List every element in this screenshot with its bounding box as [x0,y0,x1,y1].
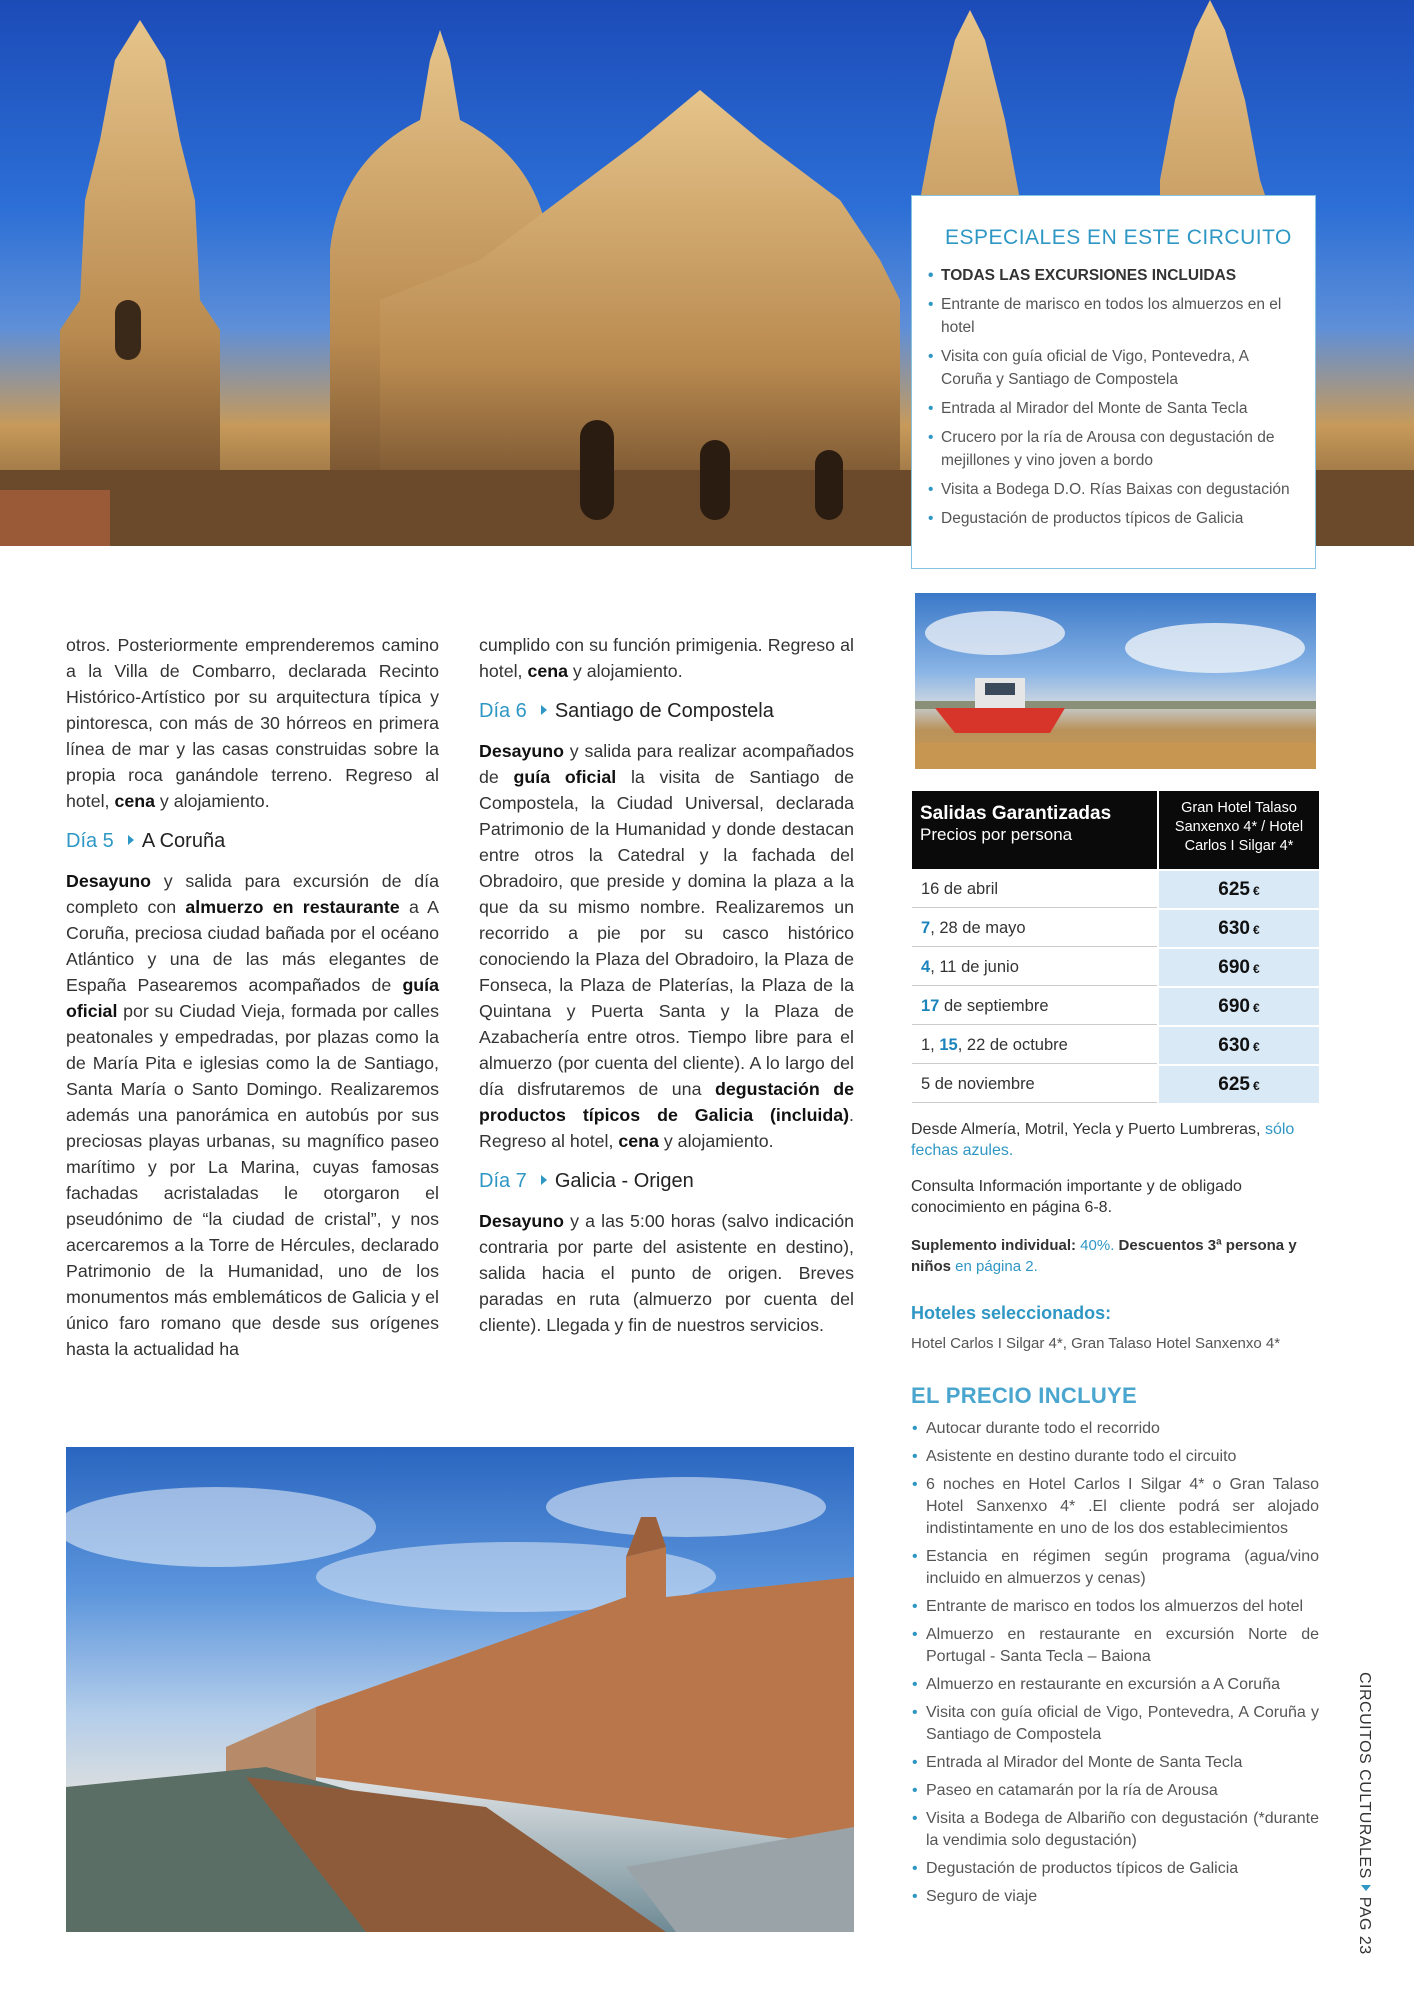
castle-photo [66,1447,854,1932]
column-1 [66,632,439,1362]
table-row [912,1066,1319,1103]
currency: € [1253,884,1260,898]
date-cell [912,910,1157,947]
blue-date: 7 [921,919,931,937]
list-item: • TODAS LAS EXCURSIONES INCLUIDAS [928,264,1299,287]
paragraph-end-day-5 [479,632,854,684]
boat-photo [915,593,1316,769]
table-header [912,791,1319,869]
text: cumplido con su función primigenia. Regreso al hotel, [479,635,854,681]
paragraph-intro [66,632,439,814]
date-cell [912,1027,1157,1064]
blue-date: 4 [921,958,931,976]
list-item: • Almuerzo en restaurante en excursión a A Coruña [911,1674,1319,1696]
price-table [912,791,1319,1103]
date-cell [912,871,1157,908]
column-2 [479,632,854,1338]
supplement-note [911,1235,1319,1277]
header-subtitle: Precios por persona [920,825,1073,844]
arrow-right-icon [128,835,134,845]
text: y alojamiento. [567,661,683,681]
arrow-right-icon [1361,1885,1371,1891]
header-departures [912,791,1157,869]
bold-text: Desayuno [479,1211,564,1231]
price-value: 630 [1218,918,1250,939]
day-label: Día 5 [66,830,114,852]
price-cell [1159,1027,1319,1064]
day-title: Santiago de Compostela [554,700,774,722]
specials-box [911,195,1316,569]
list-item: • Paseo en catamarán por la ría de Arousa [911,1780,1319,1802]
list-item: • Entrada al Mirador del Monte de Santa Tecla [928,397,1299,420]
arrow-right-icon [541,705,547,715]
list-item: • Entrada al Mirador del Monte de Santa Tecla [911,1752,1319,1774]
departure-note [911,1119,1319,1161]
bold-text: almuerzo en restaurante [185,897,400,917]
blue-text: sólo fechas azules. [911,1121,1295,1159]
price-cell [1159,910,1319,947]
price-includes-title: EL PRECIO INCLUYE [911,1383,1137,1408]
price-value: 630 [1218,1035,1250,1056]
boat-illustration [915,593,1316,769]
list-item: • Visita a Bodega de Albariño con degustación (*durante la vendimia solo degustación) [911,1808,1319,1852]
bold-text: Desayuno [66,871,151,891]
list-item: • Visita con guía oficial de Vigo, Pontevedra, A Coruña y Santiago de Compostela [928,345,1299,391]
paragraph-day-7 [479,1208,854,1338]
section-name: CIRCUITOS CULTURALES [1356,1672,1373,1879]
list-item: • Visita a Bodega D.O. Rías Baixas con degustación [928,478,1299,501]
date-text: , 22 de octubre [957,1036,1068,1054]
bold-text: Descuentos 3ª persona y niños [911,1237,1297,1275]
bold-text: degustación de productos típicos de Galicia (incluida) [479,1079,855,1125]
price-cell [1159,1066,1319,1103]
date-text: 5 de noviembre [921,1075,1035,1093]
day-7-heading [479,1168,854,1194]
list-item: • Seguro de viaje [911,1886,1319,1908]
hotels-title: Hoteles seleccionados: [911,1303,1112,1323]
text: Desde Almería, Motril, Yecla y Puerto Lumbreras, [911,1121,1265,1138]
text: y salida para excursión de día completo con [66,871,439,917]
price-value: 625 [1218,879,1250,900]
text: por su Ciudad Vieja, formada por calles peatonales y empedradas, por plazas como la de María Pita e iglesias como la de Santiago, Santa María o Santo Domingo. Realizaremos además una panorámica en autobús por sus preciosas playas urbanas, su magnífico paseo marítimo y por La Marina, cuyas famosas fachadas acristaladas le otorgaron el pseudónimo de “la ciudad de cristal”, y nos acercaremos a la Torre de Hércules, declarado Patrimonio de la Humanidad, uno de los monumentos más emblemáticos de Galicia y el único faro romano que desde sus orígenes hasta la actualidad ha [66,1001,439,1359]
specials-title: ESPECIALES EN ESTE CIRCUITO [945,226,1292,249]
date-cell [912,988,1157,1025]
list-item: • 6 noches en Hotel Carlos I Silgar 4* o Gran Talaso Hotel Sanxenxo 4* .El cliente podrá ser alojado indistintamente en uno de los dos establecimientos [911,1474,1319,1540]
price-value: 625 [1218,1074,1250,1095]
blue-date: 15 [939,1036,958,1054]
currency: € [1253,923,1260,937]
hotels-list: Hotel Carlos I Silgar 4*, Gran Talaso Hotel Sanxenxo 4* [911,1335,1281,1352]
date-cell [912,949,1157,986]
bold-text: guía oficial [513,767,617,787]
list-item: • Crucero por la ría de Arousa con degustación de mejillones y vino joven a bordo [928,426,1299,472]
day-label: Día 6 [479,700,527,722]
day-6-heading [479,698,854,724]
section-footer-text [1352,1672,1376,1955]
price-cell [1159,871,1319,908]
text: a A Coruña, preciosa ciudad bañada por el océano Atlántico y una de las más elegantes de España Pasearemos acompañados de [66,897,440,995]
page-number: PAG 23 [1356,1896,1373,1955]
price-includes-list [911,1418,1319,1914]
list-item: • Degustación de productos típicos de Galicia [928,507,1299,530]
blue-date: 17 [921,997,940,1015]
date-text: , 11 de junio [930,958,1019,976]
date-cell [912,1066,1157,1103]
date-text: 16 de abril [921,880,999,898]
list-item: • Entrante de marisco en todos los almuerzos en el hotel [928,293,1299,339]
bold-text: Suplemento individual: [911,1237,1077,1254]
date-text: , 28 de mayo [930,919,1026,937]
price-value: 690 [1218,996,1250,1017]
paragraph-day-5 [66,868,439,1362]
header-hotel: Gran Hotel Talaso Sanxenxo 4* / Hotel Carlos I Silgar 4* [1159,791,1319,869]
date-text: de septiembre [939,997,1049,1015]
specials-list [928,264,1299,530]
text: y salida para realizar acompañados de [479,741,854,787]
bold-text: guía oficial [66,975,439,1021]
text: y alojamiento. [658,1131,774,1151]
table-row [912,1027,1319,1064]
text: otros. Posteriormente emprenderemos camino a la Villa de Combarro, declarada Recinto Histórico-Artístico por su arquitectura típica y pintoresca, con más de 30 hórreos en primera línea de mar y las casas construidas sobre la propia roca ganándole terreno. Regreso al hotel, [66,635,439,811]
header-title: Salidas Garantizadas [920,803,1112,824]
list-item: • Entrante de marisco en todos los almuerzos del hotel [911,1596,1319,1618]
table-row [912,988,1319,1025]
bold-text: cena [618,1131,659,1151]
day-label: Día 7 [479,1170,527,1192]
day-title: Galicia - Origen [554,1170,694,1192]
info-note: Consulta Información importante y de obligado conocimiento en página 6-8. [911,1178,1242,1216]
blue-text: en página 2. [951,1258,1038,1275]
paragraph-day-6 [479,738,854,1154]
list-item: • Almuerzo en restaurante en excursión Norte de Portugal - Santa Tecla – Baiona [911,1624,1319,1668]
text: la visita de Santiago de Compostela, la Ciudad Universal, declarada Patrimonio de la Humanidad y donde destacan entre otros la Catedral y la fachada del Obradoiro, que preside y domina la plaza a la que da su mismo nombre. Realizaremos un recorrido a pie por su casco histórico conociendo la Plaza del Obradoiro, la Plaza de Fonseca, la Plaza de Platerías, la Plaza de la Quintana y Puerta Santa y la Plaza de Azabachería entre otros. Tiempo libre para el almuerzo (por cuenta del cliente). A lo largo del día disfrutaremos de una [479,767,855,1099]
text: y alojamiento. [154,791,270,811]
text: . Regreso al hotel, [479,1105,854,1151]
bold-text: cena [527,661,568,681]
table-row [912,949,1319,986]
castle-illustration [66,1447,854,1932]
arrow-right-icon [541,1175,547,1185]
section-footer [1352,1672,1376,1955]
bold-text: cena [114,791,155,811]
price-cell [1159,949,1319,986]
currency: € [1253,1001,1260,1015]
currency: € [1253,962,1260,976]
text: y a las 5:00 horas (salvo indicación contraria por parte del asistente en destino), salida hacia el punto de origen. Breves paradas en ruta (almuerzo por cuenta del cliente). Llegada y fin de nuestros servicios. [479,1211,854,1335]
list-item: • Estancia en régimen según programa (agua/vino incluido en almuerzos y cenas) [911,1546,1319,1590]
day-5-heading [66,828,439,854]
table-row [912,910,1319,947]
price-value: 690 [1218,957,1250,978]
table-row [912,871,1319,908]
list-item: • Asistente en destino durante todo el circuito [911,1446,1319,1468]
date-text: 1, [921,1036,940,1054]
list-item: • Autocar durante todo el recorrido [911,1418,1319,1440]
list-item: • Degustación de productos típicos de Galicia [911,1858,1319,1880]
currency: € [1253,1040,1260,1054]
currency: € [1253,1079,1260,1093]
price-cell [1159,988,1319,1025]
list-item: • Visita con guía oficial de Vigo, Pontevedra, A Coruña y Santiago de Compostela [911,1702,1319,1746]
day-title: A Coruña [141,830,226,852]
bold-text: Desayuno [479,741,564,761]
blue-text: 40%. [1076,1237,1115,1254]
